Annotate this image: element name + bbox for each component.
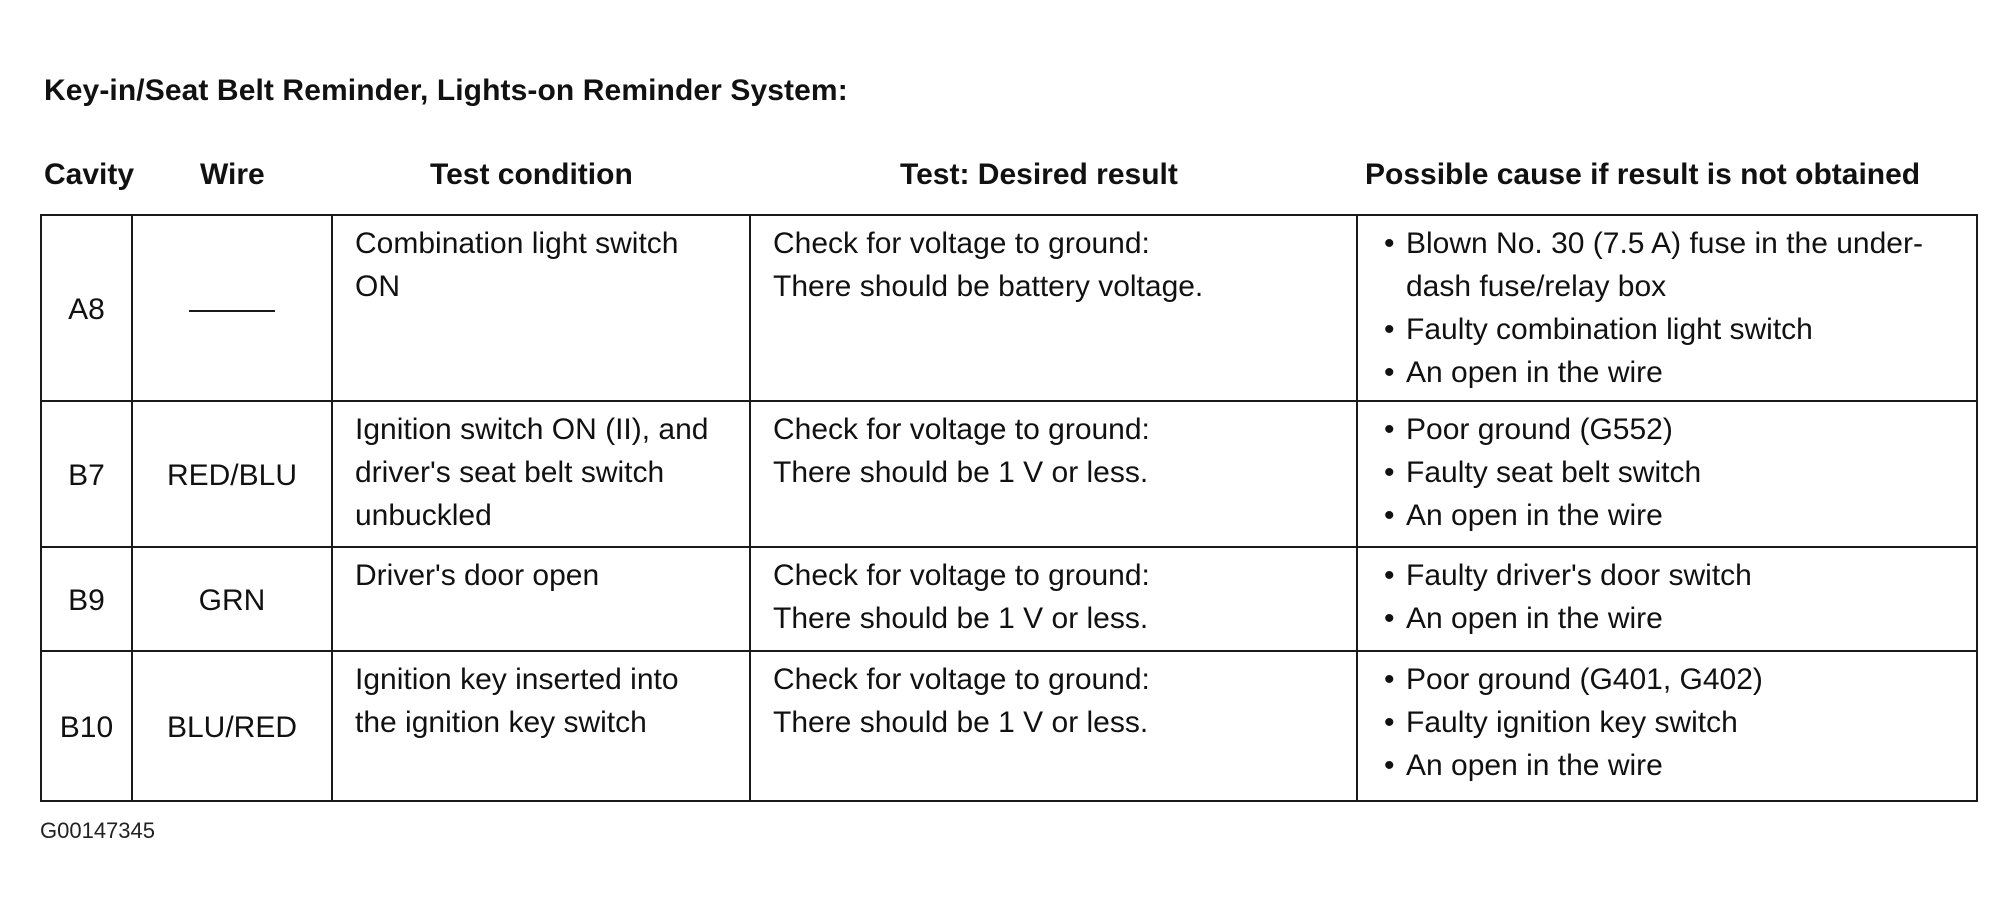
table-row bbox=[41, 215, 1977, 401]
wire-cell bbox=[132, 215, 332, 401]
result-line: There should be battery voltage. bbox=[773, 270, 1204, 303]
cause-item: • Faulty combination light switch bbox=[1380, 308, 1954, 351]
table-row bbox=[41, 547, 1977, 651]
result-line: There should be 1 V or less. bbox=[773, 602, 1149, 635]
test-condition-cell: Ignition switch ON (II), and driver's seat belt switch unbuckled bbox=[332, 401, 750, 547]
possible-cause-cell bbox=[1357, 651, 1977, 801]
test-condition-cell: Combination light switch ON bbox=[332, 215, 750, 401]
table-row bbox=[41, 401, 1977, 547]
result-line: There should be 1 V or less. bbox=[773, 706, 1149, 739]
no-wire-dash bbox=[189, 310, 275, 312]
cause-item: • Faulty ignition key switch bbox=[1380, 701, 1954, 744]
desired-result-cell bbox=[750, 547, 1357, 651]
column-header-test-condition: Test condition bbox=[430, 158, 633, 191]
cause-item: • Faulty seat belt switch bbox=[1380, 451, 1954, 494]
cause-list bbox=[1380, 658, 1954, 787]
cavity-cell: B9 bbox=[41, 547, 132, 651]
page-title: Key-in/Seat Belt Reminder, Lights-on Reminder System: bbox=[44, 74, 848, 107]
cause-list bbox=[1380, 408, 1954, 537]
cause-item: • Poor ground (G401, G402) bbox=[1380, 658, 1954, 701]
cause-item: • An open in the wire bbox=[1380, 494, 1954, 537]
cause-list bbox=[1380, 222, 1954, 394]
cause-item: • Poor ground (G552) bbox=[1380, 408, 1954, 451]
test-condition-cell: Ignition key inserted into the ignition key switch bbox=[332, 651, 750, 801]
cavity-cell: A8 bbox=[41, 215, 132, 401]
possible-cause-cell bbox=[1357, 401, 1977, 547]
column-header-cavity: Cavity bbox=[44, 158, 135, 191]
cavity-cell: B10 bbox=[41, 651, 132, 801]
figure-code: G00147345 bbox=[40, 818, 155, 843]
cause-item: • Blown No. 30 (7.5 A) fuse in the under-dash fuse/relay box bbox=[1380, 222, 1954, 308]
result-line: Check for voltage to ground: bbox=[773, 413, 1150, 446]
diagnostic-table bbox=[40, 214, 1978, 802]
cause-item: • An open in the wire bbox=[1380, 597, 1954, 640]
desired-result-cell bbox=[750, 401, 1357, 547]
result-line: Check for voltage to ground: bbox=[773, 663, 1150, 696]
test-condition-cell: Driver's door open bbox=[332, 547, 750, 651]
wire-cell: BLU/RED bbox=[132, 651, 332, 801]
cause-item: • An open in the wire bbox=[1380, 351, 1954, 394]
possible-cause-cell bbox=[1357, 215, 1977, 401]
column-header-desired-result: Test: Desired result bbox=[900, 158, 1178, 191]
result-line: There should be 1 V or less. bbox=[773, 456, 1149, 489]
cause-list bbox=[1380, 554, 1954, 640]
table-row bbox=[41, 651, 1977, 801]
wire-cell: GRN bbox=[132, 547, 332, 651]
desired-result-cell bbox=[750, 215, 1357, 401]
column-header-possible-cause: Possible cause if result is not obtained bbox=[1365, 158, 1921, 191]
result-line: Check for voltage to ground: bbox=[773, 227, 1150, 260]
result-line: Check for voltage to ground: bbox=[773, 559, 1150, 592]
cavity-cell: B7 bbox=[41, 401, 132, 547]
wire-cell: RED/BLU bbox=[132, 401, 332, 547]
desired-result-cell bbox=[750, 651, 1357, 801]
cause-item: • Faulty driver's door switch bbox=[1380, 554, 1954, 597]
column-header-wire: Wire bbox=[200, 158, 265, 191]
possible-cause-cell bbox=[1357, 547, 1977, 651]
cause-item: • An open in the wire bbox=[1380, 744, 1954, 787]
